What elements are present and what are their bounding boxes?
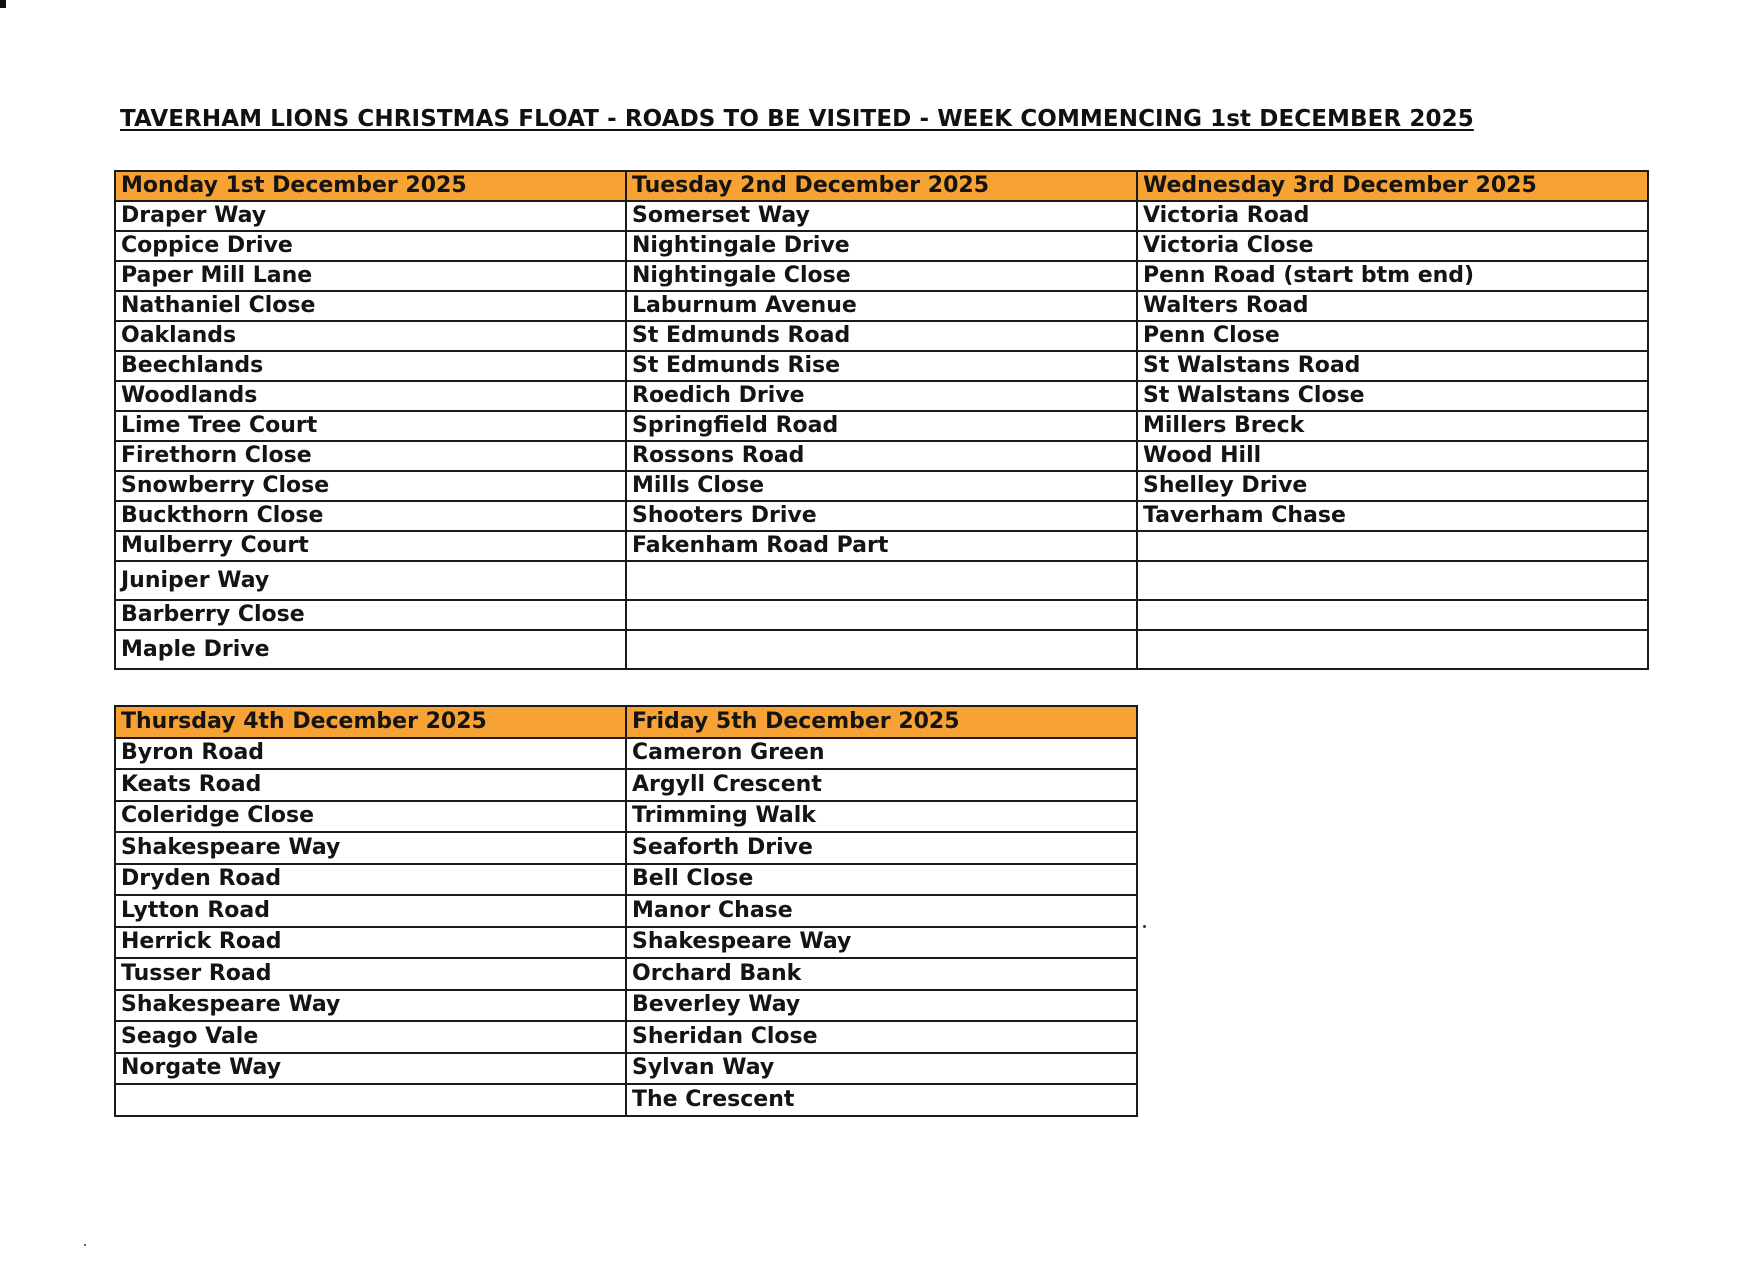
header-friday: Friday 5th December 2025 [626,706,1137,738]
table-header-row [115,171,1648,201]
table-row [115,201,1648,231]
tuesday-road [626,630,1137,669]
table-row [115,501,1648,531]
table-row [115,990,1137,1022]
friday-road: Seaforth Drive [626,832,1137,864]
table-row [115,441,1648,471]
monday-road: Firethorn Close [115,441,626,471]
monday-road: Lime Tree Court [115,411,626,441]
table-row [115,600,1648,630]
header-thursday: Thursday 4th December 2025 [115,706,626,738]
thursday-road: Shakespeare Way [115,990,626,1022]
table-row [115,321,1648,351]
friday-road: Bell Close [626,864,1137,896]
thursday-road: Lytton Road [115,895,626,927]
monday-road: Draper Way [115,201,626,231]
wednesday-road: Walters Road [1137,291,1648,321]
table-row [115,351,1648,381]
tuesday-road: Somerset Way [626,201,1137,231]
monday-road: Barberry Close [115,600,626,630]
wednesday-road [1137,561,1648,600]
friday-road: Beverley Way [626,990,1137,1022]
thursday-road [115,1084,626,1116]
monday-road: Mulberry Court [115,531,626,561]
friday-road: Sylvan Way [626,1053,1137,1085]
table-row [115,895,1137,927]
monday-road: Paper Mill Lane [115,261,626,291]
table-row [115,1053,1137,1085]
thursday-road: Coleridge Close [115,801,626,833]
header-tuesday: Tuesday 2nd December 2025 [626,171,1137,201]
tuesday-road: Mills Close [626,471,1137,501]
tuesday-road: Rossons Road [626,441,1137,471]
table-row [115,958,1137,990]
thursday-road: Norgate Way [115,1053,626,1085]
thursday-road: Keats Road [115,769,626,801]
monday-road: Beechlands [115,351,626,381]
page-title: TAVERHAM LIONS CHRISTMAS FLOAT - ROADS TO BE VISITED - WEEK COMMENCING 1st DECEMBER 2025 [120,106,1474,132]
wednesday-road: Taverham Chase [1137,501,1648,531]
wednesday-road: Shelley Drive [1137,471,1648,501]
friday-road: Argyll Crescent [626,769,1137,801]
wednesday-road: Victoria Close [1137,231,1648,261]
tuesday-road: Springfield Road [626,411,1137,441]
table-row [115,471,1648,501]
tuesday-road [626,561,1137,600]
monday-road: Juniper Way [115,561,626,600]
friday-road: Cameron Green [626,738,1137,770]
friday-road: Trimming Walk [626,801,1137,833]
friday-road: The Crescent [626,1084,1137,1116]
table-row [115,231,1648,261]
table-row [115,864,1137,896]
wednesday-road: St Walstans Road [1137,351,1648,381]
tuesday-road: Fakenham Road Part [626,531,1137,561]
roads-table-mon-wed [114,170,1649,670]
table-row [115,291,1648,321]
tuesday-road: Roedich Drive [626,381,1137,411]
thursday-road: Dryden Road [115,864,626,896]
table-row [115,630,1648,669]
monday-road: Buckthorn Close [115,501,626,531]
scan-corner-mark [0,0,6,8]
friday-road: Manor Chase [626,895,1137,927]
tuesday-road [626,600,1137,630]
table-row [115,801,1137,833]
header-wednesday: Wednesday 3rd December 2025 [1137,171,1648,201]
wednesday-road: Millers Breck [1137,411,1648,441]
table-row [115,261,1648,291]
tuesday-road: Shooters Drive [626,501,1137,531]
scan-speck [1143,925,1146,928]
monday-road: Woodlands [115,381,626,411]
thursday-road: Seago Vale [115,1021,626,1053]
tuesday-road: St Edmunds Rise [626,351,1137,381]
thursday-road: Byron Road [115,738,626,770]
tuesday-road: Laburnum Avenue [626,291,1137,321]
wednesday-road [1137,600,1648,630]
table-row [115,411,1648,441]
monday-road: Maple Drive [115,630,626,669]
table-row [115,927,1137,959]
table-row [115,769,1137,801]
table-row [115,1021,1137,1053]
table-row [115,1084,1137,1116]
table-row [115,531,1648,561]
monday-road: Snowberry Close [115,471,626,501]
wednesday-road: Victoria Road [1137,201,1648,231]
wednesday-road [1137,531,1648,561]
thursday-road: Tusser Road [115,958,626,990]
monday-road: Coppice Drive [115,231,626,261]
roads-table-thu-fri [114,705,1138,1117]
thursday-road: Herrick Road [115,927,626,959]
table-row [115,738,1137,770]
wednesday-road: Penn Close [1137,321,1648,351]
wednesday-road: Penn Road (start btm end) [1137,261,1648,291]
wednesday-road [1137,630,1648,669]
table-row [115,561,1648,600]
friday-road: Orchard Bank [626,958,1137,990]
monday-road: Oaklands [115,321,626,351]
wednesday-road: Wood Hill [1137,441,1648,471]
scan-speck [84,1244,86,1246]
table-header-row [115,706,1137,738]
tuesday-road: Nightingale Close [626,261,1137,291]
header-monday: Monday 1st December 2025 [115,171,626,201]
tuesday-road: Nightingale Drive [626,231,1137,261]
monday-road: Nathaniel Close [115,291,626,321]
table-row [115,381,1648,411]
table-row [115,832,1137,864]
friday-road: Shakespeare Way [626,927,1137,959]
wednesday-road: St Walstans Close [1137,381,1648,411]
friday-road: Sheridan Close [626,1021,1137,1053]
thursday-road: Shakespeare Way [115,832,626,864]
tuesday-road: St Edmunds Road [626,321,1137,351]
